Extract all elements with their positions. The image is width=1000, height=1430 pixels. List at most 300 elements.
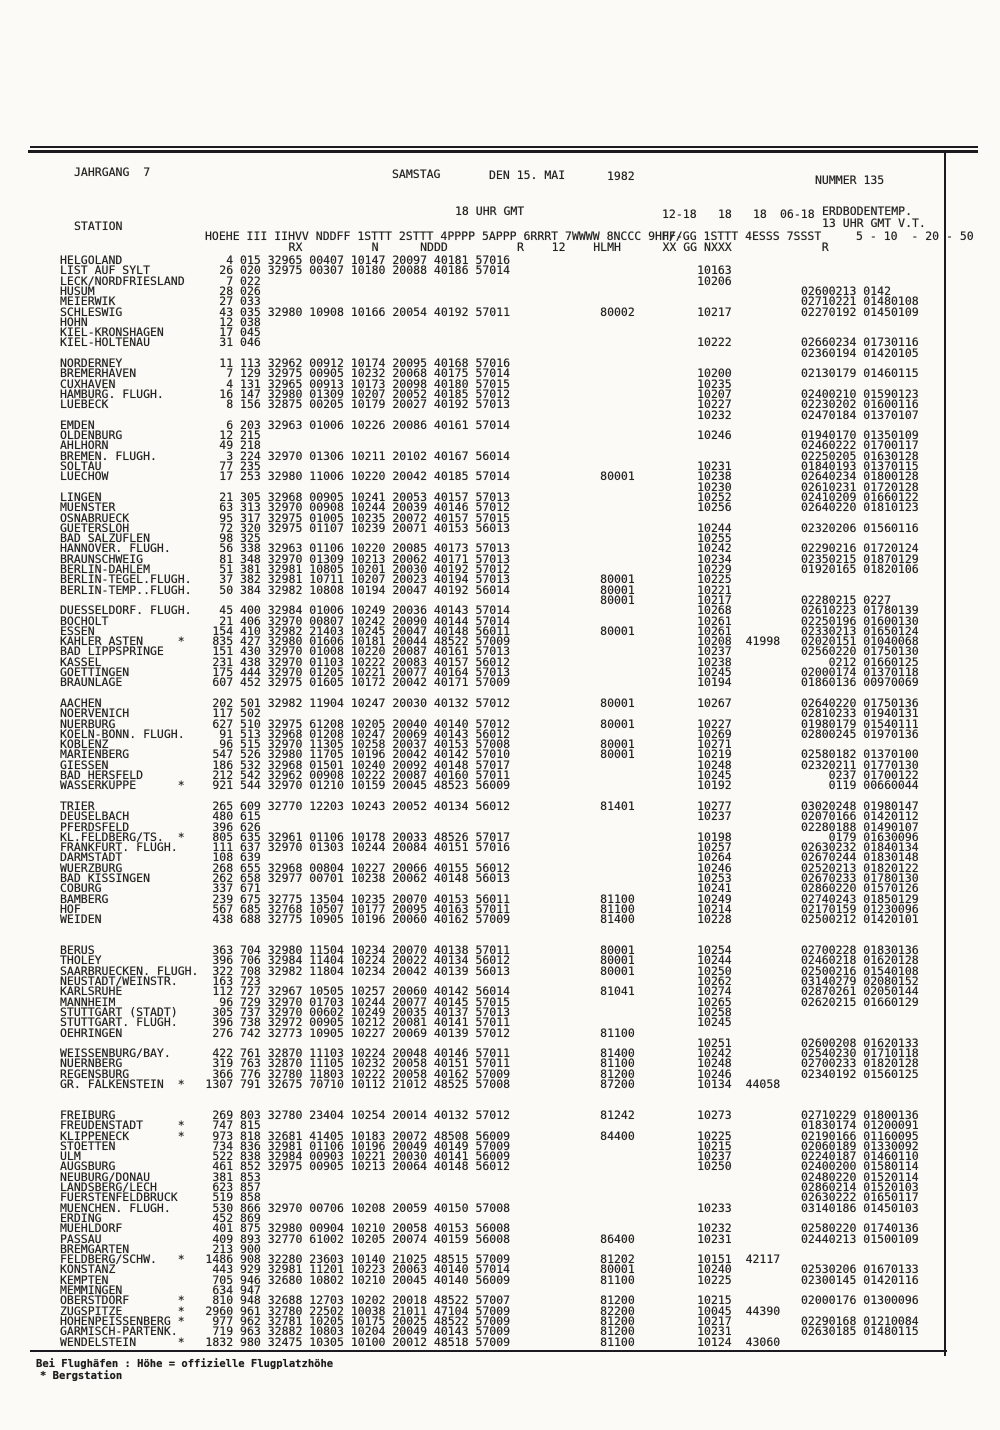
station-name: OEHRINGEN: [60, 1025, 123, 1040]
soil-temp-group-1: 02230202: [800, 397, 857, 412]
soil-temp-group-1: 02800245: [800, 726, 857, 741]
table-row: [0, 294, 1000, 309]
station-name: KOBLENZ: [60, 737, 109, 752]
station-name: BAD LIPPSPRINGE: [60, 644, 164, 659]
station-number: 026: [240, 283, 261, 298]
soil-temp-group-2: 01810123: [863, 500, 919, 515]
station-name: KAHLER ASTEN: [60, 634, 144, 649]
table-row: [0, 613, 1000, 628]
station-name: GARMISCH-PARTENK.: [60, 1324, 178, 1339]
station-number: 852: [240, 1159, 261, 1174]
soil-temp-group-2: 01780130: [863, 871, 919, 885]
table-row: [0, 397, 1000, 412]
station-name: OLDENBURG: [60, 428, 123, 443]
soil-temp-group-2: 01730116: [863, 335, 919, 350]
soil-temp-group-2: 01600130: [863, 613, 919, 628]
wind-group: 10229: [697, 562, 732, 576]
station-number: 215: [240, 428, 261, 443]
station-height: 977: [212, 1313, 234, 1328]
table-row: [0, 541, 1000, 556]
soil-temp-group-2: 01500109: [863, 1231, 919, 1246]
station-number: 708: [240, 963, 261, 978]
table-row: [0, 1210, 1000, 1225]
soil-temp-group-2: 01770130: [863, 757, 919, 772]
column-sub-label: R: [821, 240, 829, 254]
station-height: 26: [219, 263, 234, 278]
station-name: NEUSTADT/WEINSTR.: [60, 974, 178, 988]
table-row-spacer: [0, 407, 1000, 422]
obs-groups: 32870 11103 10224 20048 40146 57011: [267, 1046, 511, 1061]
obs-groups: 32970 00602 10249 20035 40137 57013: [267, 1004, 511, 1019]
station-height: 8: [226, 397, 234, 412]
obs-groups: 32780 22502 10038 21011 47104 57009: [267, 1303, 511, 1318]
table-row: [0, 747, 1000, 762]
station-height: 231: [212, 654, 234, 669]
soil-temp-group-1: 02610231: [800, 479, 857, 494]
soil-temp-group-1: 02400210: [800, 386, 857, 401]
station-name: BRAUNSCHWEIG: [60, 551, 144, 566]
soil-temp-group-1: 02700233: [800, 1056, 857, 1071]
station-height: 56: [219, 541, 234, 556]
table-row: [0, 1231, 1000, 1246]
station-height: 305: [212, 1004, 234, 1019]
bergstation-flag: *: [177, 1293, 185, 1308]
table-row: [0, 716, 1000, 731]
cloud-group: 81200: [600, 1066, 635, 1081]
station-name: LECK/NORDFRIESLAND: [60, 273, 185, 288]
obs-groups: 32970 01306 10211 20102 40167 56014: [267, 448, 511, 463]
station-number: 113: [240, 356, 261, 370]
soil-temp-group-2: 0142: [863, 283, 891, 298]
table-row: [0, 1149, 1000, 1164]
station-number: 305: [240, 489, 261, 504]
station-number: 384: [240, 582, 261, 597]
obs-groups: 32970 01309 10213 20062 40171 57013: [267, 551, 511, 566]
wind-group: 10124: [697, 1334, 732, 1349]
table-row: [0, 901, 1000, 916]
station-name: GOETTINGEN: [60, 665, 130, 679]
obs-groups: 32984 01006 10249 20036 40143 57014: [267, 603, 511, 618]
station-height: 268: [212, 860, 234, 875]
obs-groups: 32688 12703 10202 20018 48522 57007: [267, 1293, 511, 1308]
table-row-spacer: [0, 479, 1000, 494]
soil-temp-group-2: 01870129: [863, 551, 919, 566]
table-row: [0, 386, 1000, 401]
soil-temp-group-2: 01600116: [863, 397, 919, 412]
obs-groups: 32980 01309 10207 20052 40185 57012: [267, 386, 511, 401]
soil-temp-group-1: 02240187: [800, 1149, 857, 1164]
table-row: [0, 459, 1000, 473]
soil-temp-group-1: 02860214: [800, 1180, 857, 1194]
station-name: HELGOLAND: [60, 253, 123, 267]
station-number: 947: [240, 1283, 261, 1297]
station-height: 973: [212, 1128, 234, 1143]
cloud-group: 81041: [600, 984, 635, 999]
obs-groups: 32984 11404 10224 20022 40134 56012: [267, 953, 511, 968]
table-row: [0, 469, 1000, 484]
soil-temp-group-2: 00660044: [863, 778, 919, 793]
column-sub-label: XX GG: [662, 240, 698, 254]
obs-groups: 32975 00905 10232 20068 40175 57014: [267, 366, 511, 381]
station-number: 723: [240, 974, 261, 988]
wind-group: 10256: [697, 500, 732, 515]
obs-groups: 32280 23603 10140 21025 48515 57009: [267, 1252, 511, 1267]
soil-temp-group-2: 01660129: [863, 994, 919, 1009]
cloud-group: 81202: [600, 1252, 635, 1267]
station-height: 1486: [205, 1252, 234, 1267]
station-name: HOF: [60, 901, 81, 916]
table-row: [0, 325, 1000, 340]
column-sub-label: NDDD: [420, 240, 448, 254]
obs-groups: 32970 00706 10208 20059 40150 57008: [267, 1200, 511, 1215]
station-name: BOCHOLT: [60, 613, 109, 628]
station-name: FRANKFURT. FLUGH.: [60, 840, 178, 855]
soil-temp-group-1: 0237: [828, 768, 857, 782]
obs-groups: 32980 11705 10196 20042 40142 57010: [267, 747, 511, 762]
station-height: 522: [212, 1149, 234, 1164]
wind-group: 10264: [697, 850, 732, 865]
cloud-group: 81200: [600, 1293, 635, 1308]
station-name: AUGSBURG: [60, 1159, 116, 1174]
soil-temp-group-1: 02250205: [800, 448, 857, 463]
table-row: [0, 253, 1000, 267]
obs-groups: 32968 01208 10247 20069 40143 56012: [267, 726, 511, 741]
observation-time-label: 18 UHR GMT: [455, 204, 525, 218]
station-name: KIEL-HOLTENAU: [60, 335, 151, 350]
wind-group: 10214: [697, 901, 732, 916]
issue-number: NUMMER 135: [815, 173, 885, 187]
soil-temp-group-2: 01740136: [863, 1221, 919, 1236]
station-number: 626: [240, 819, 261, 834]
station-height: 409: [212, 1231, 234, 1246]
station-number: 542: [240, 768, 261, 782]
soil-temp-group-1: 02640234: [800, 469, 857, 484]
station-name: LUECHOW: [60, 469, 109, 484]
cloud-group: 80001: [600, 582, 635, 597]
obs-groups: 32962 00912 10174 20095 40168 57016: [267, 356, 511, 370]
table-row: [0, 665, 1000, 679]
soil-temp-group-1: 02660234: [800, 335, 857, 350]
station-height: 480: [212, 809, 234, 824]
station-height: 12: [219, 314, 234, 329]
table-row: [0, 829, 1000, 844]
soil-temp-group-2: 01370118: [863, 665, 919, 679]
table-row: [0, 644, 1000, 659]
station-height: 96: [219, 737, 234, 752]
station-height: 16: [219, 386, 234, 401]
wind-extra-group: 44058: [745, 1077, 781, 1091]
time-col-label-2: 18: [753, 207, 767, 221]
station-number: 501: [240, 695, 261, 710]
wind-group: 10215: [697, 1138, 732, 1153]
station-number: 962: [240, 1313, 261, 1328]
obs-groups: 32870 11105 10232 20058 40151 57011: [267, 1056, 511, 1071]
soil-temp-group-2: 01210084: [863, 1313, 919, 1328]
obs-groups: 32968 00804 10227 20066 40155 56012: [267, 860, 511, 875]
soil-temp-group-1: 02170159: [800, 901, 857, 916]
station-name: FUERSTENFELDBRUCK: [60, 1190, 178, 1205]
station-name: GR. FALKENSTEIN: [60, 1077, 164, 1091]
station-name: MEMMINGEN: [60, 1283, 123, 1297]
station-name: PFERDSFELD: [60, 819, 130, 834]
station-number: 948: [240, 1293, 261, 1308]
soil-temp-group-2: 01750136: [863, 695, 919, 710]
station-name: CUXHAVEN: [60, 376, 116, 391]
obs-groups: 32965 00913 10173 20098 40180 57015: [267, 376, 511, 391]
soil-temp-group-1: 02440213: [800, 1231, 857, 1246]
soil-temp-group-2: 01300096: [863, 1293, 919, 1308]
obs-groups: 32770 12203 10243 20052 40134 56012: [267, 798, 511, 813]
station-name: BREMERHAVEN: [60, 366, 137, 381]
station-number: 761: [240, 1046, 261, 1061]
table-row: [0, 428, 1000, 443]
table-row: [0, 1313, 1000, 1328]
table-row: [0, 1262, 1000, 1277]
soil-temp-group-1: 02630185: [800, 1324, 857, 1339]
wind-group: 10219: [697, 747, 732, 762]
station-height: 45: [219, 603, 234, 618]
station-height: 43: [219, 304, 234, 319]
station-height: 705: [212, 1272, 234, 1287]
obs-groups: 32980 01606 10181 20044 48522 57009: [267, 634, 511, 649]
obs-groups: 32775 10905 10196 20060 40162 57009: [267, 912, 511, 927]
soil-temp-group-2: 01420116: [863, 1272, 919, 1287]
wind-group: 10241: [697, 881, 732, 896]
station-name: OSNABRUECK: [60, 510, 130, 525]
obs-groups: 32981 11201 10223 20063 40140 57014: [267, 1262, 511, 1277]
soil-temp-group-2: 01520114: [863, 1169, 919, 1184]
soil-temp-group-1: 02670233: [800, 871, 857, 885]
soil-temp-group-2: 01820106: [863, 562, 919, 576]
station-number: 639: [240, 850, 261, 865]
station-height: 3: [226, 448, 234, 463]
wind-groups-header: FF-GG 1STTT 4ESSS 7SSST: [662, 229, 822, 243]
footnote-bergstation: * Bergstation: [40, 1370, 123, 1382]
table-row: [0, 1077, 1000, 1091]
obs-groups: 32775 13504 10235 20070 40153 56011: [267, 891, 511, 906]
station-name: ULM: [60, 1149, 81, 1164]
station-column-header: STATION: [74, 219, 123, 233]
obs-groups: 32984 00903 10221 20030 40141 56009: [267, 1149, 511, 1164]
soil-temp-group-1: 03140186: [800, 1200, 857, 1215]
station-number: 869: [240, 1210, 261, 1225]
station-height: 95: [219, 510, 234, 525]
station-number: 348: [240, 551, 261, 566]
soil-temp-group-2: 00970069: [863, 675, 919, 690]
station-height: 63: [219, 500, 234, 515]
station-name: DEUSELBACH: [60, 809, 130, 824]
table-row: [0, 500, 1000, 515]
wind-group: 10245: [697, 768, 732, 782]
soil-temp-group-1: 02460218: [800, 953, 857, 968]
cloud-group: 81100: [600, 891, 635, 906]
top-border-thick-line: [28, 150, 978, 153]
soil-temp-group-2: 01700122: [863, 768, 919, 782]
obs-groups: 32975 00307 10180 20088 40186 57014: [267, 263, 511, 278]
cloud-group: 80001: [600, 737, 635, 752]
station-name: OBERSTDORF: [60, 1293, 130, 1308]
table-row: [0, 283, 1000, 298]
station-height: 186: [212, 757, 234, 772]
column-sub-label: NXXX: [704, 240, 732, 254]
soil-temp-group-2: 01520103: [863, 1180, 919, 1194]
cloud-group: 80001: [600, 1262, 635, 1277]
station-height: 805: [212, 829, 234, 844]
station-number: 961: [240, 1303, 261, 1318]
soil-temp-group-1: 02410209: [800, 489, 857, 504]
soil-temp-group-1: 02630232: [800, 840, 857, 855]
station-name: KASSEL: [60, 654, 102, 669]
station-name: WASSERKUPPE: [60, 778, 137, 793]
station-name: MARIENBERG: [60, 747, 130, 762]
wind-group: 10268: [697, 603, 732, 618]
station-height: 747: [212, 1118, 234, 1133]
station-height: 17: [219, 469, 234, 484]
table-row: [0, 675, 1000, 690]
station-number: 803: [240, 1107, 261, 1122]
station-number: 858: [240, 1190, 261, 1205]
soil-temp-group-2: 01480115: [863, 1324, 919, 1339]
station-number: 406: [240, 613, 261, 628]
station-name: LINGEN: [60, 489, 102, 504]
wind-group: 10134: [697, 1077, 732, 1091]
wind-group: 10238: [697, 654, 732, 669]
table-row: [0, 974, 1000, 988]
wind-group: 10273: [697, 1107, 732, 1122]
station-name: AACHEN: [60, 695, 102, 710]
station-height: 1307: [205, 1077, 234, 1091]
wind-group: 10245: [697, 1015, 732, 1030]
soil-temp-group-1: 02860220: [800, 881, 857, 896]
soil-temp-group-2: 01560125: [863, 1066, 919, 1081]
soil-temp-group-1: 02280188: [800, 819, 857, 834]
table-row: [0, 1015, 1000, 1030]
station-number: 727: [240, 984, 261, 999]
station-name: BREMEN. FLUGH.: [60, 448, 157, 463]
station-name: FELDBERG/SCHW.: [60, 1252, 157, 1267]
cloud-group: 80001: [600, 695, 635, 710]
station-number: 857: [240, 1180, 261, 1194]
station-name: BRAUNLAGE: [60, 675, 123, 690]
cloud-group: 80001: [600, 469, 635, 484]
table-row: [0, 1252, 1000, 1267]
wind-group: 10163: [697, 263, 732, 278]
wind-group: 10238: [697, 469, 732, 484]
wind-group: 10258: [697, 1004, 732, 1019]
station-number: 147: [240, 386, 261, 401]
table-row: [0, 1200, 1000, 1215]
station-height: 319: [212, 1056, 234, 1071]
station-number: 776: [240, 1066, 261, 1081]
station-height: 276: [212, 1025, 234, 1040]
soil-temp-group-2: 01840134: [863, 840, 919, 855]
obs-groups: 32972 00905 10212 20081 40141 57011: [267, 1015, 511, 1030]
station-height: 1832: [205, 1334, 234, 1349]
soil-temp-group-2: 01660125: [863, 654, 919, 669]
wind-group: 10265: [697, 994, 732, 1009]
soil-temp-group-2: 01650117: [863, 1190, 919, 1205]
station-height: 4: [226, 253, 234, 267]
table-row: [0, 572, 1000, 587]
table-row: [0, 1004, 1000, 1019]
cloud-group: 86400: [600, 1231, 635, 1246]
table-row: [0, 881, 1000, 896]
station-height: 12: [219, 428, 234, 443]
obs-groups: 32962 00908 10222 20087 40160 57011: [267, 768, 511, 782]
table-row: [0, 1324, 1000, 1339]
soil-temp-group-1: 02580182: [800, 747, 857, 762]
soil-temp-group-2: 01620128: [863, 953, 919, 968]
soil-temp-group-1: 02740243: [800, 891, 857, 906]
soil-temp-group-1: 02000176: [800, 1293, 857, 1308]
issue-year: 1982: [607, 169, 635, 183]
soil-temp-group-1: 02290168: [800, 1313, 857, 1328]
soil-temp-group-1: 02070166: [800, 809, 857, 824]
cloud-group: 81401: [600, 798, 635, 813]
obs-groups: 32475 10305 10100 20012 48518 57009: [267, 1334, 511, 1349]
station-number: 510: [240, 716, 261, 731]
obs-groups: 32681 41405 10183 20072 48508 56009: [267, 1128, 511, 1143]
soil-temp-group-2: 01560116: [863, 520, 919, 535]
soil-temp-group-2: 01590123: [863, 386, 919, 401]
station-height: 438: [212, 912, 234, 927]
soil-temp-group-2: 01630096: [863, 829, 919, 844]
obs-groups: 32970 01303 10244 20084 40151 57016: [267, 840, 511, 855]
station-number: 218: [240, 438, 261, 453]
table-row: [0, 850, 1000, 865]
time-col-label-0: 12-18: [662, 207, 697, 221]
top-border-thin-line: [30, 146, 978, 148]
table-row: [0, 1128, 1000, 1143]
obs-groups: 32780 23404 10254 20014 40132 57012: [267, 1107, 511, 1122]
station-number: 815: [240, 1118, 261, 1133]
bergstation-flag: *: [177, 1077, 185, 1091]
soil-temp-group-2: 01830136: [863, 943, 919, 958]
station-name: LIST AUF SYLT: [60, 263, 151, 278]
soil-temp-group-1: 01840193: [800, 459, 857, 473]
wind-group: 10261: [697, 613, 732, 628]
station-height: 91: [219, 726, 234, 741]
obs-groups: 32981 01106 10196 20049 40149 57009: [267, 1138, 511, 1153]
table-row: [0, 335, 1000, 350]
station-height: 239: [212, 891, 234, 906]
table-row: [0, 1293, 1000, 1308]
station-height: 262: [212, 871, 234, 885]
obs-groups: 32975 01005 10235 20072 40157 57015: [267, 510, 511, 525]
soil-temp-group-2: 01850129: [863, 891, 919, 906]
station-height: 21: [219, 489, 234, 504]
station-number: 203: [240, 417, 261, 432]
table-row: [0, 840, 1000, 855]
table-row: [0, 634, 1000, 649]
table-row-spacer: [0, 789, 1000, 799]
obs-groups: 32977 00701 10238 20062 40148 56013: [267, 871, 511, 885]
station-height: 7: [226, 366, 234, 381]
bergstation-flag: *: [177, 634, 185, 649]
soil-temp-group-2: 01480108: [863, 294, 919, 309]
soil-temp-group-1: 02500212: [800, 912, 857, 927]
soil-temp-group-1: 02320206: [800, 520, 857, 535]
wind-group: 10227: [697, 716, 732, 731]
station-height: 202: [212, 695, 234, 710]
cloud-group: 82200: [600, 1303, 635, 1318]
soil-temp-group-1: 02580220: [800, 1221, 857, 1236]
cloud-group: 84400: [600, 1128, 635, 1143]
soil-temp-group-1: 01860136: [800, 675, 857, 690]
obs-groups: 32970 01210 10159 20045 48523 56009: [267, 778, 511, 793]
station-number: 526: [240, 747, 261, 762]
table-row: [0, 809, 1000, 824]
